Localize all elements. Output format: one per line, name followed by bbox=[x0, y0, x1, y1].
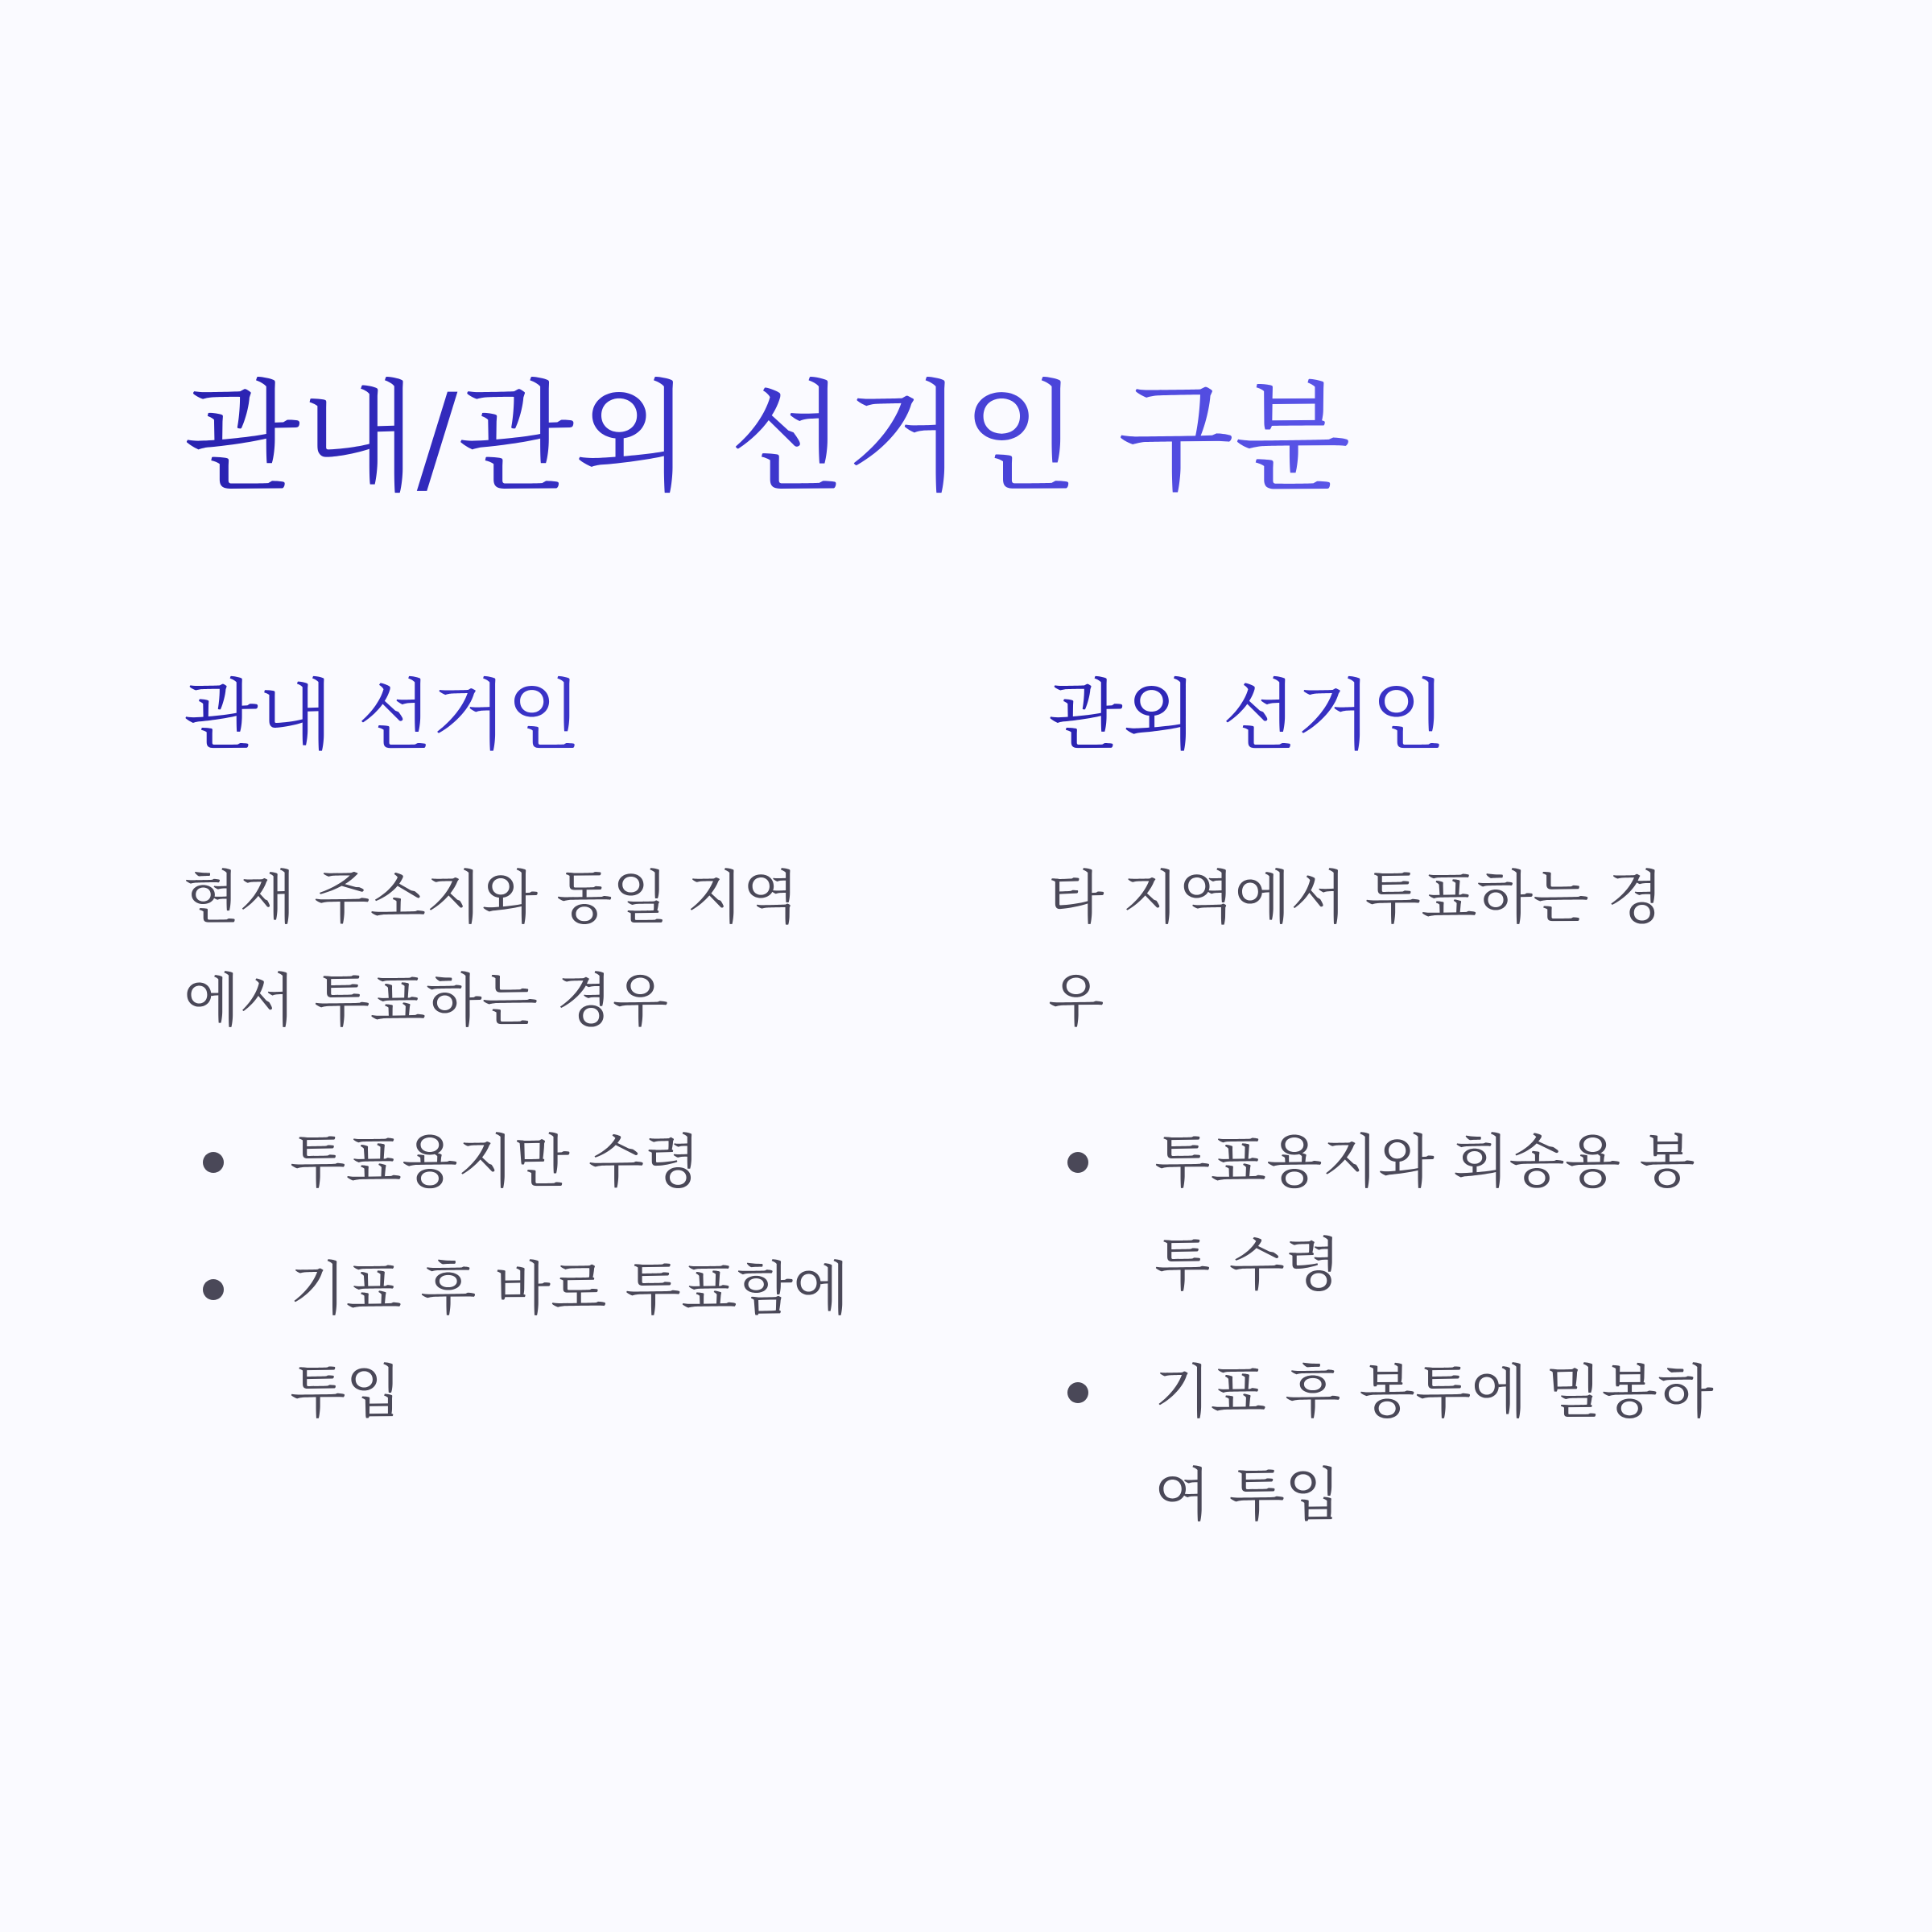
list-item bbox=[1048, 1340, 1726, 1546]
bullet-icon bbox=[1067, 1152, 1088, 1173]
list-item bbox=[184, 1110, 861, 1213]
column-description: 타 지역에서 투표하는 경우 bbox=[1048, 864, 1664, 1035]
column-heading: 관내 선거인 bbox=[184, 670, 908, 762]
bullet-list bbox=[1048, 1110, 1773, 1546]
list-item bbox=[184, 1237, 861, 1443]
bullet-list bbox=[184, 1110, 908, 1443]
list-item-text: 기표 후 바로 투표함에 투입 bbox=[290, 1255, 849, 1426]
column-description: 현재 주소지와 동일 지역에서 투표하는 경우 bbox=[184, 864, 799, 1035]
list-item-text: 투표용지와 회송용 봉투 수령 bbox=[1154, 1128, 1695, 1299]
bullet-icon bbox=[1067, 1382, 1088, 1403]
bullet-icon bbox=[203, 1152, 224, 1173]
bullet-icon bbox=[203, 1279, 224, 1300]
list-item-text: 투표용지만 수령 bbox=[290, 1128, 700, 1196]
slide-title: 관내/관외 선거인 구분 bbox=[184, 366, 1351, 511]
column-heading: 관외 선거인 bbox=[1048, 670, 1773, 762]
list-item bbox=[1048, 1110, 1726, 1316]
list-item-text: 기표 후 봉투에 밀봉하여 투입 bbox=[1154, 1358, 1714, 1530]
out-of-district-voter-column bbox=[1048, 670, 1773, 1571]
in-district-voter-column bbox=[184, 670, 908, 1468]
